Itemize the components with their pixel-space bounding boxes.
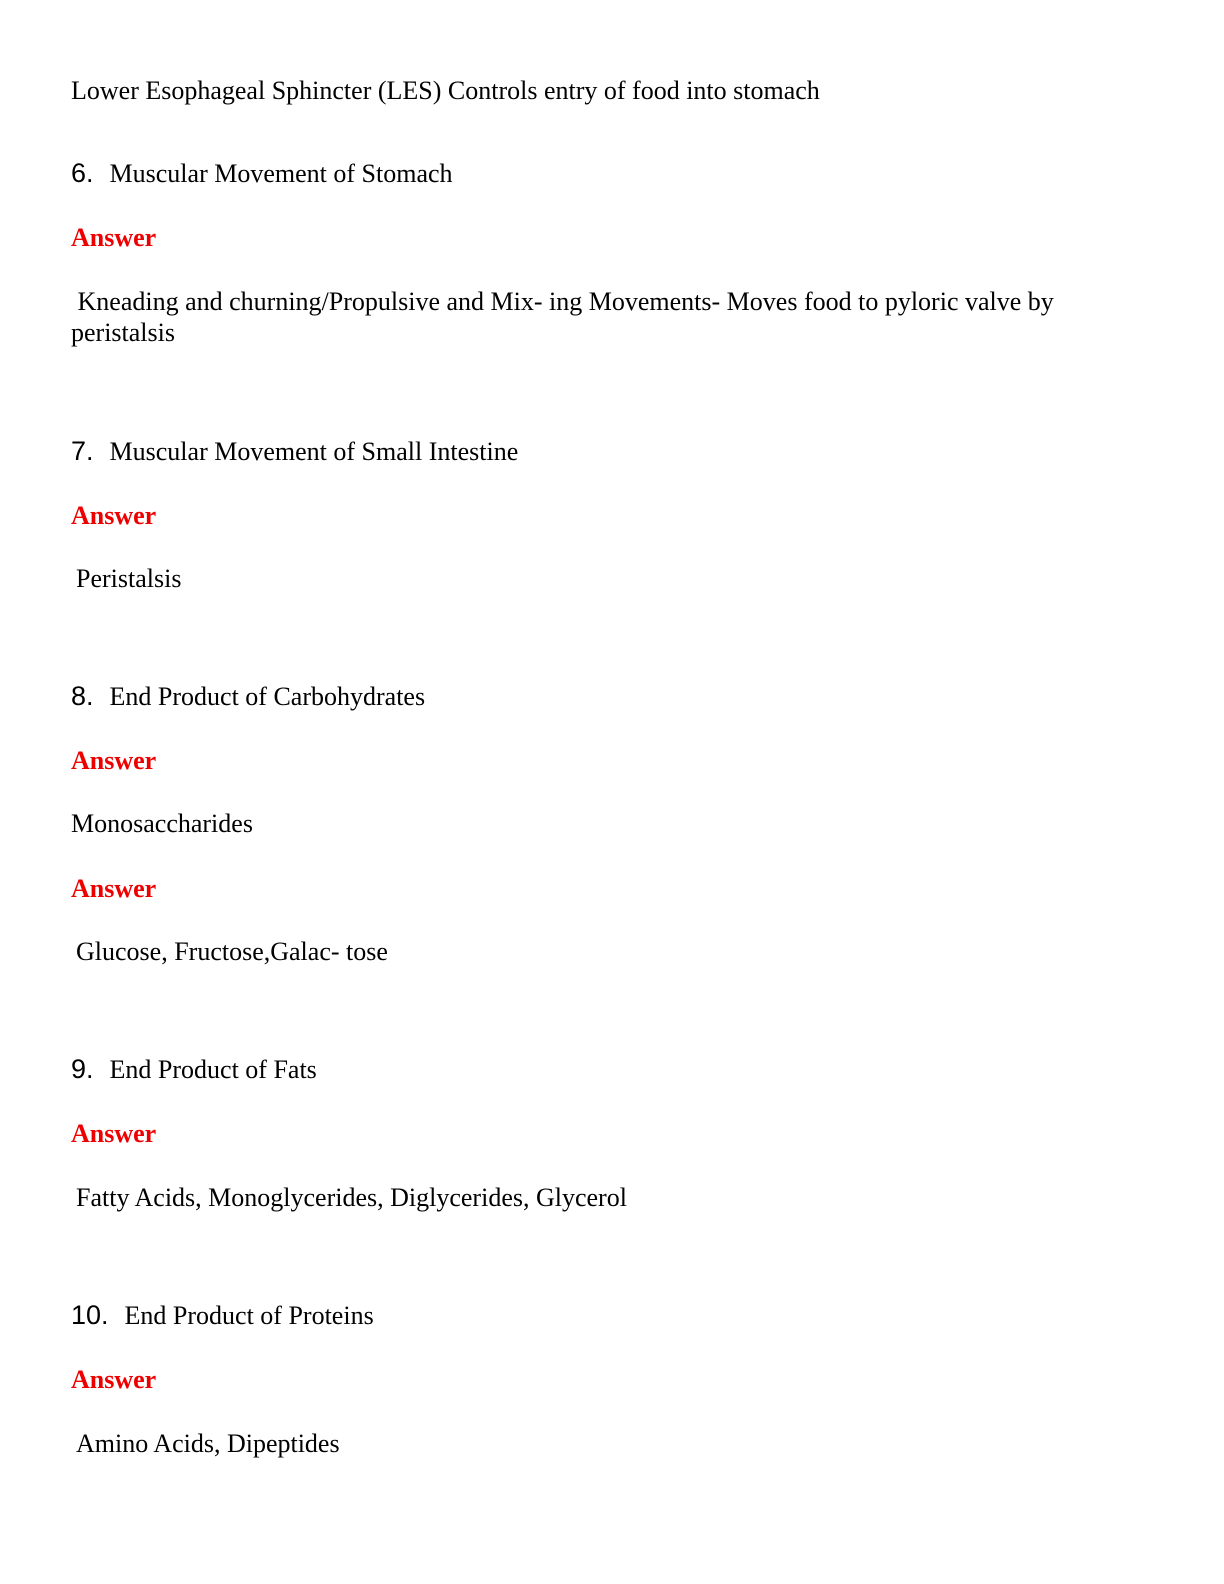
answer-label: Answer bbox=[71, 1365, 157, 1394]
answer-label: Answer bbox=[71, 874, 157, 903]
question-title: End Product of Carbohydrates bbox=[109, 682, 426, 711]
answer-text: Kneading and churning/Propulsive and Mix- ing Movements- Moves food to pyloric valve by peristalsis bbox=[71, 287, 1054, 347]
answer-label: Answer bbox=[71, 746, 157, 775]
question-title: End Product of Proteins bbox=[124, 1301, 374, 1330]
question-number: 8. bbox=[71, 681, 94, 711]
question-title: End Product of Fats bbox=[109, 1055, 317, 1084]
answer-text: Monosaccharides bbox=[71, 809, 253, 838]
question-title: Muscular Movement of Small Intestine bbox=[109, 437, 519, 466]
answer-label: Answer bbox=[71, 1119, 157, 1148]
question-number: 10. bbox=[71, 1300, 109, 1330]
answer-text: Glucose, Fructose,Galac- tose bbox=[76, 937, 388, 966]
answer-text: Fatty Acids, Monoglycerides, Diglycerides, Glycerol bbox=[76, 1183, 627, 1212]
question-number: 9. bbox=[71, 1054, 94, 1084]
question-title: Muscular Movement of Stomach bbox=[109, 159, 453, 188]
intro-text: Lower Esophageal Sphincter (LES) Controls entry of food into stomach bbox=[71, 76, 820, 105]
question-6 bbox=[71, 158, 453, 189]
question-10 bbox=[71, 1300, 374, 1331]
question-number: 7. bbox=[71, 436, 94, 466]
question-8 bbox=[71, 681, 425, 712]
answer-label: Answer bbox=[71, 223, 157, 252]
answer-text: Peristalsis bbox=[76, 564, 182, 593]
question-9 bbox=[71, 1054, 317, 1085]
question-number: 6. bbox=[71, 158, 94, 188]
answer-text: Amino Acids, Dipeptides bbox=[76, 1429, 340, 1458]
question-7 bbox=[71, 436, 518, 467]
answer-label: Answer bbox=[71, 501, 157, 530]
